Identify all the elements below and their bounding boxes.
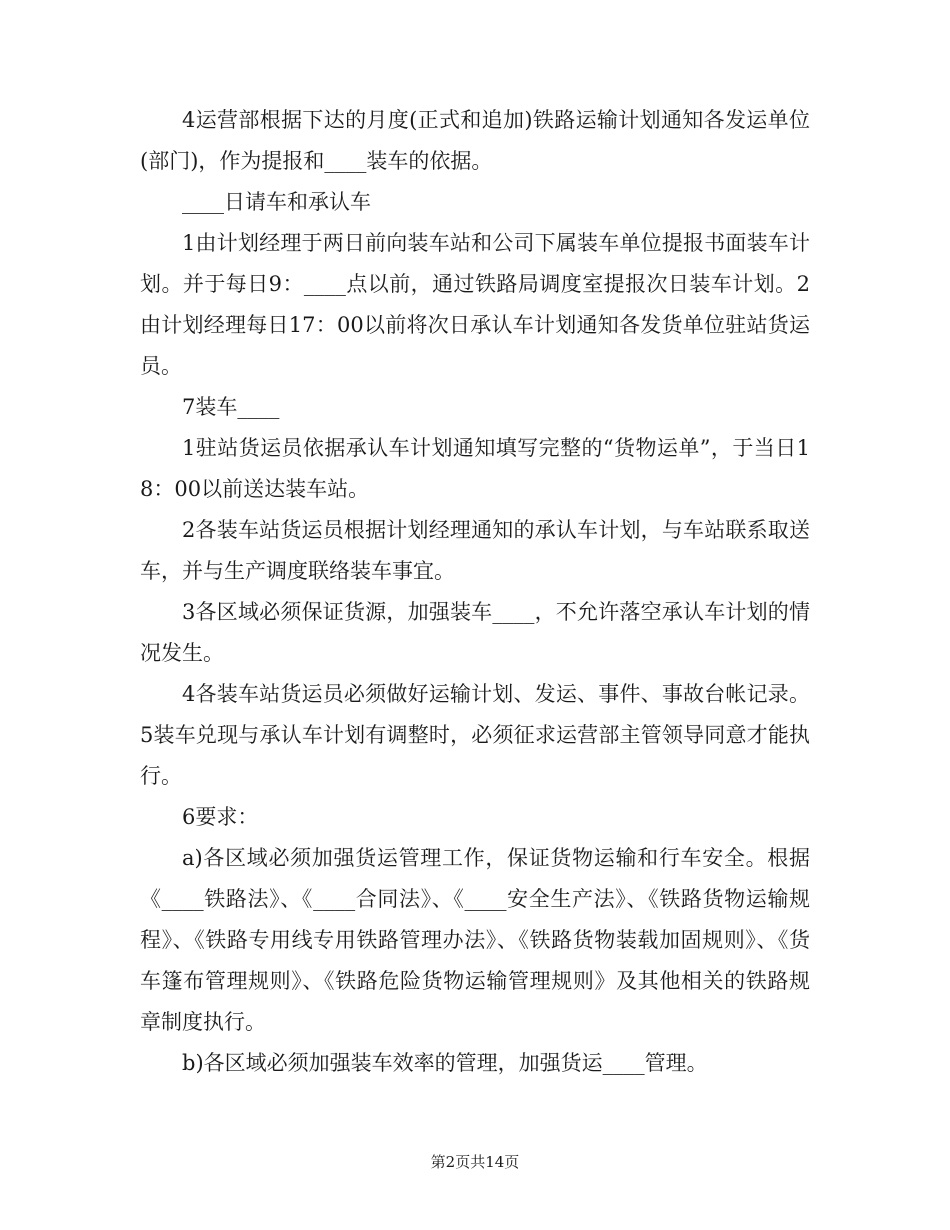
paragraph-2: ____日请车和承认车 [182, 190, 371, 214]
document-body [140, 100, 810, 1084]
paragraph-8: 4各装车站货运员必须做好运输计划、发运、事件、事故台帐记录。5装车兑现与承认车计划有调整时，必须征求运营部主管领导同意才能执行。 [140, 682, 810, 788]
page-number: 第2页共14页 [430, 1153, 520, 1171]
paragraph-4: 7装车____ [182, 395, 280, 419]
paragraph-9: 6要求： [182, 805, 259, 829]
paragraph-6: 2各装车站货运员根据计划经理通知的承认车计划，与车站联系取送车，并与生产调度联络装车事宜。 [140, 518, 810, 583]
paragraph-5: 1驻站货运员依据承认车计划通知填写完整的“货物运单”，于当日18：00以前送达装车站。 [140, 436, 810, 501]
paragraph-1: 4运营部根据下达的月度(正式和追加)铁路运输计划通知各发运单位(部门)，作为提报和____装车的依据。 [140, 108, 810, 173]
paragraph-3: 1由计划经理于两日前向装车站和公司下属装车单位提报书面装车计划。并于每日9：____点以前，通过铁路局调度室提报次日装车计划。2由计划经理每日17：00以前将次日承认车计划通知各发货单位驻站货运员。 [140, 231, 810, 378]
paragraph-7: 3各区域必须保证货源，加强装车____，不允许落空承认车计划的情况发生。 [140, 600, 810, 665]
paragraph-11: b)各区域必须加强装车效率的管理，加强货运____管理。 [182, 1051, 708, 1075]
paragraph-10: a)各区域必须加强货运管理工作，保证货物运输和行车安全。根据《____铁路法》、《____合同法》、《____安全生产法》、《铁路货物运输规程》、《铁路专用线专用铁路管理办法》、《铁路货物装载加固规则》、《货车篷布管理规则》、《铁路危险货物运输管理规则》及其他相关的铁路规章制度执行。 [140, 846, 810, 1034]
